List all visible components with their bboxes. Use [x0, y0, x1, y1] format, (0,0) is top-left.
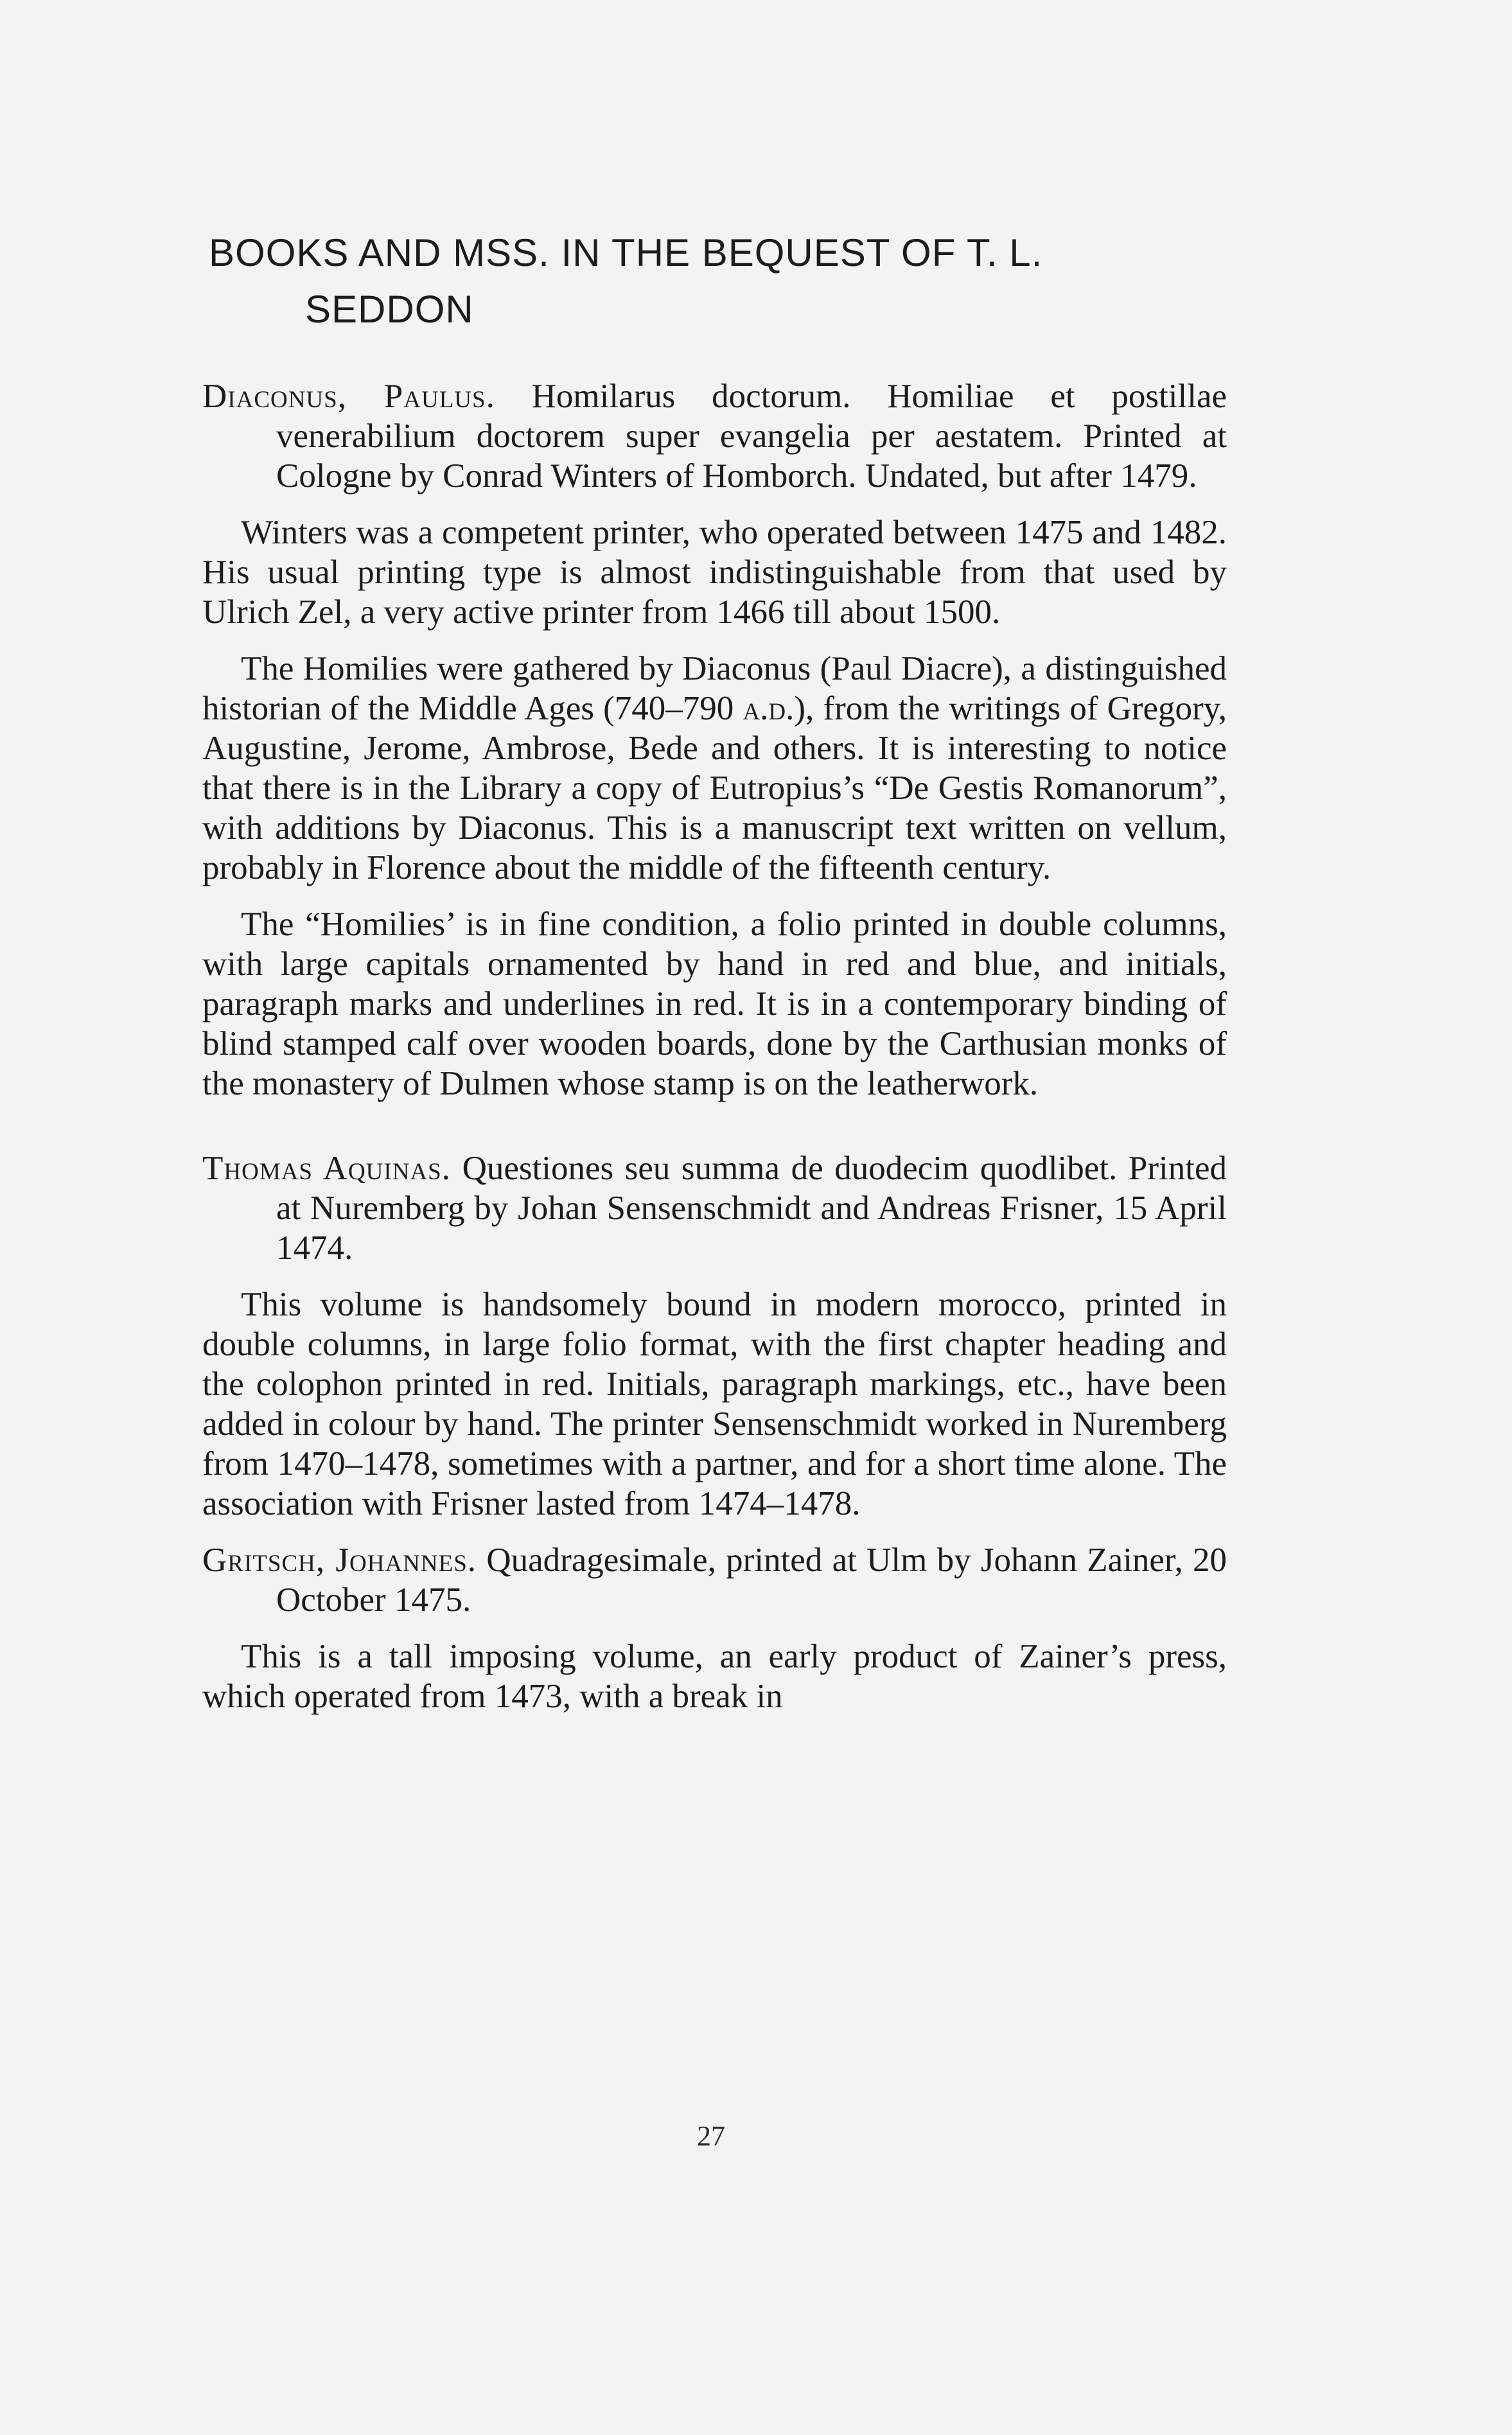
bibliographic-entry	[202, 1540, 1227, 1620]
page-number: 27	[697, 2120, 725, 2152]
bibliographic-entry	[202, 376, 1227, 496]
paragraph: Winters was a competent printer, who operated between 1475 and 1482. His usual printing type is almost indistinguishable from that used by Ulrich Zel, a very active printer from 1466 till about 1500.	[202, 514, 1227, 631]
paragraph-text: The Homilies were gathered by Diaconus (Paul Diacre), a distinguished historian of the Middle Ages (740–790	[202, 650, 1227, 727]
era-abbreviation: a.d.	[743, 690, 795, 727]
paragraph-text: ), from the writings of Gregory, Augustine, Jerome, Ambrose, Bede and others. It is interesting to notice that there is in the Library a copy of Eutropius’s “De Gestis Romanorum”, with additions by Diaconus. This is a manuscript text written on vellum, probably in Florence about the middle of the fifteenth century.	[202, 690, 1227, 886]
entry-description: Homilarus doctorum. Homiliae et postillae venerabilium doctorem super evangelia per aestatem. Printed at Cologne by Conrad Winters of Homborch. Undated, but after 1479.	[276, 378, 1227, 495]
bibliographic-entry	[202, 1148, 1227, 1268]
paragraph: The “Homilies’ is in fine condition, a folio printed in double columns, with large capitals ornamented by hand in red and blue, and initials, paragraph marks and underlines in red. It is in a contemporary binding of blind stamped calf over wooden boards, done by the Carthusian monks of the monastery of Dulmen whose stamp is on the leatherwork.	[202, 906, 1227, 1102]
title-line-2: SEDDON	[305, 288, 474, 331]
entry-author: Thomas Aquinas.	[202, 1150, 451, 1187]
entry-description: Questiones seu summa de duodecim quodlibet. Printed at Nuremberg by Johan Sensenschmidt and Andreas Frisner, 15 April 1474.	[276, 1150, 1227, 1267]
paragraph: This is a tall imposing volume, an early product of Zainer’s press, which operated from 1473, with a break in	[202, 1638, 1227, 1715]
text-column	[202, 225, 1227, 1733]
page-title	[202, 225, 1227, 338]
paragraph: This volume is handsomely bound in modern morocco, printed in double columns, in large folio format, with the first chapter heading and the colophon printed in red. Initials, paragraph markings, etc., have been added in colour by hand. The printer Sensenschmidt worked in Nuremberg from 1470–1478, sometimes with a partner, and for a short time alone. The association with Frisner lasted from 1474–1478.	[202, 1286, 1227, 1522]
entry-description: Quadragesimale, printed at Ulm by Johann Zainer, 20 October 1475.	[276, 1542, 1227, 1619]
entry-author: Diaconus, Paulus.	[202, 378, 495, 415]
title-line-1: BOOKS AND MSS. IN THE BEQUEST OF T. L.	[209, 231, 1043, 274]
entry-author: Gritsch, Johannes.	[202, 1542, 477, 1579]
paragraph	[202, 649, 1227, 888]
